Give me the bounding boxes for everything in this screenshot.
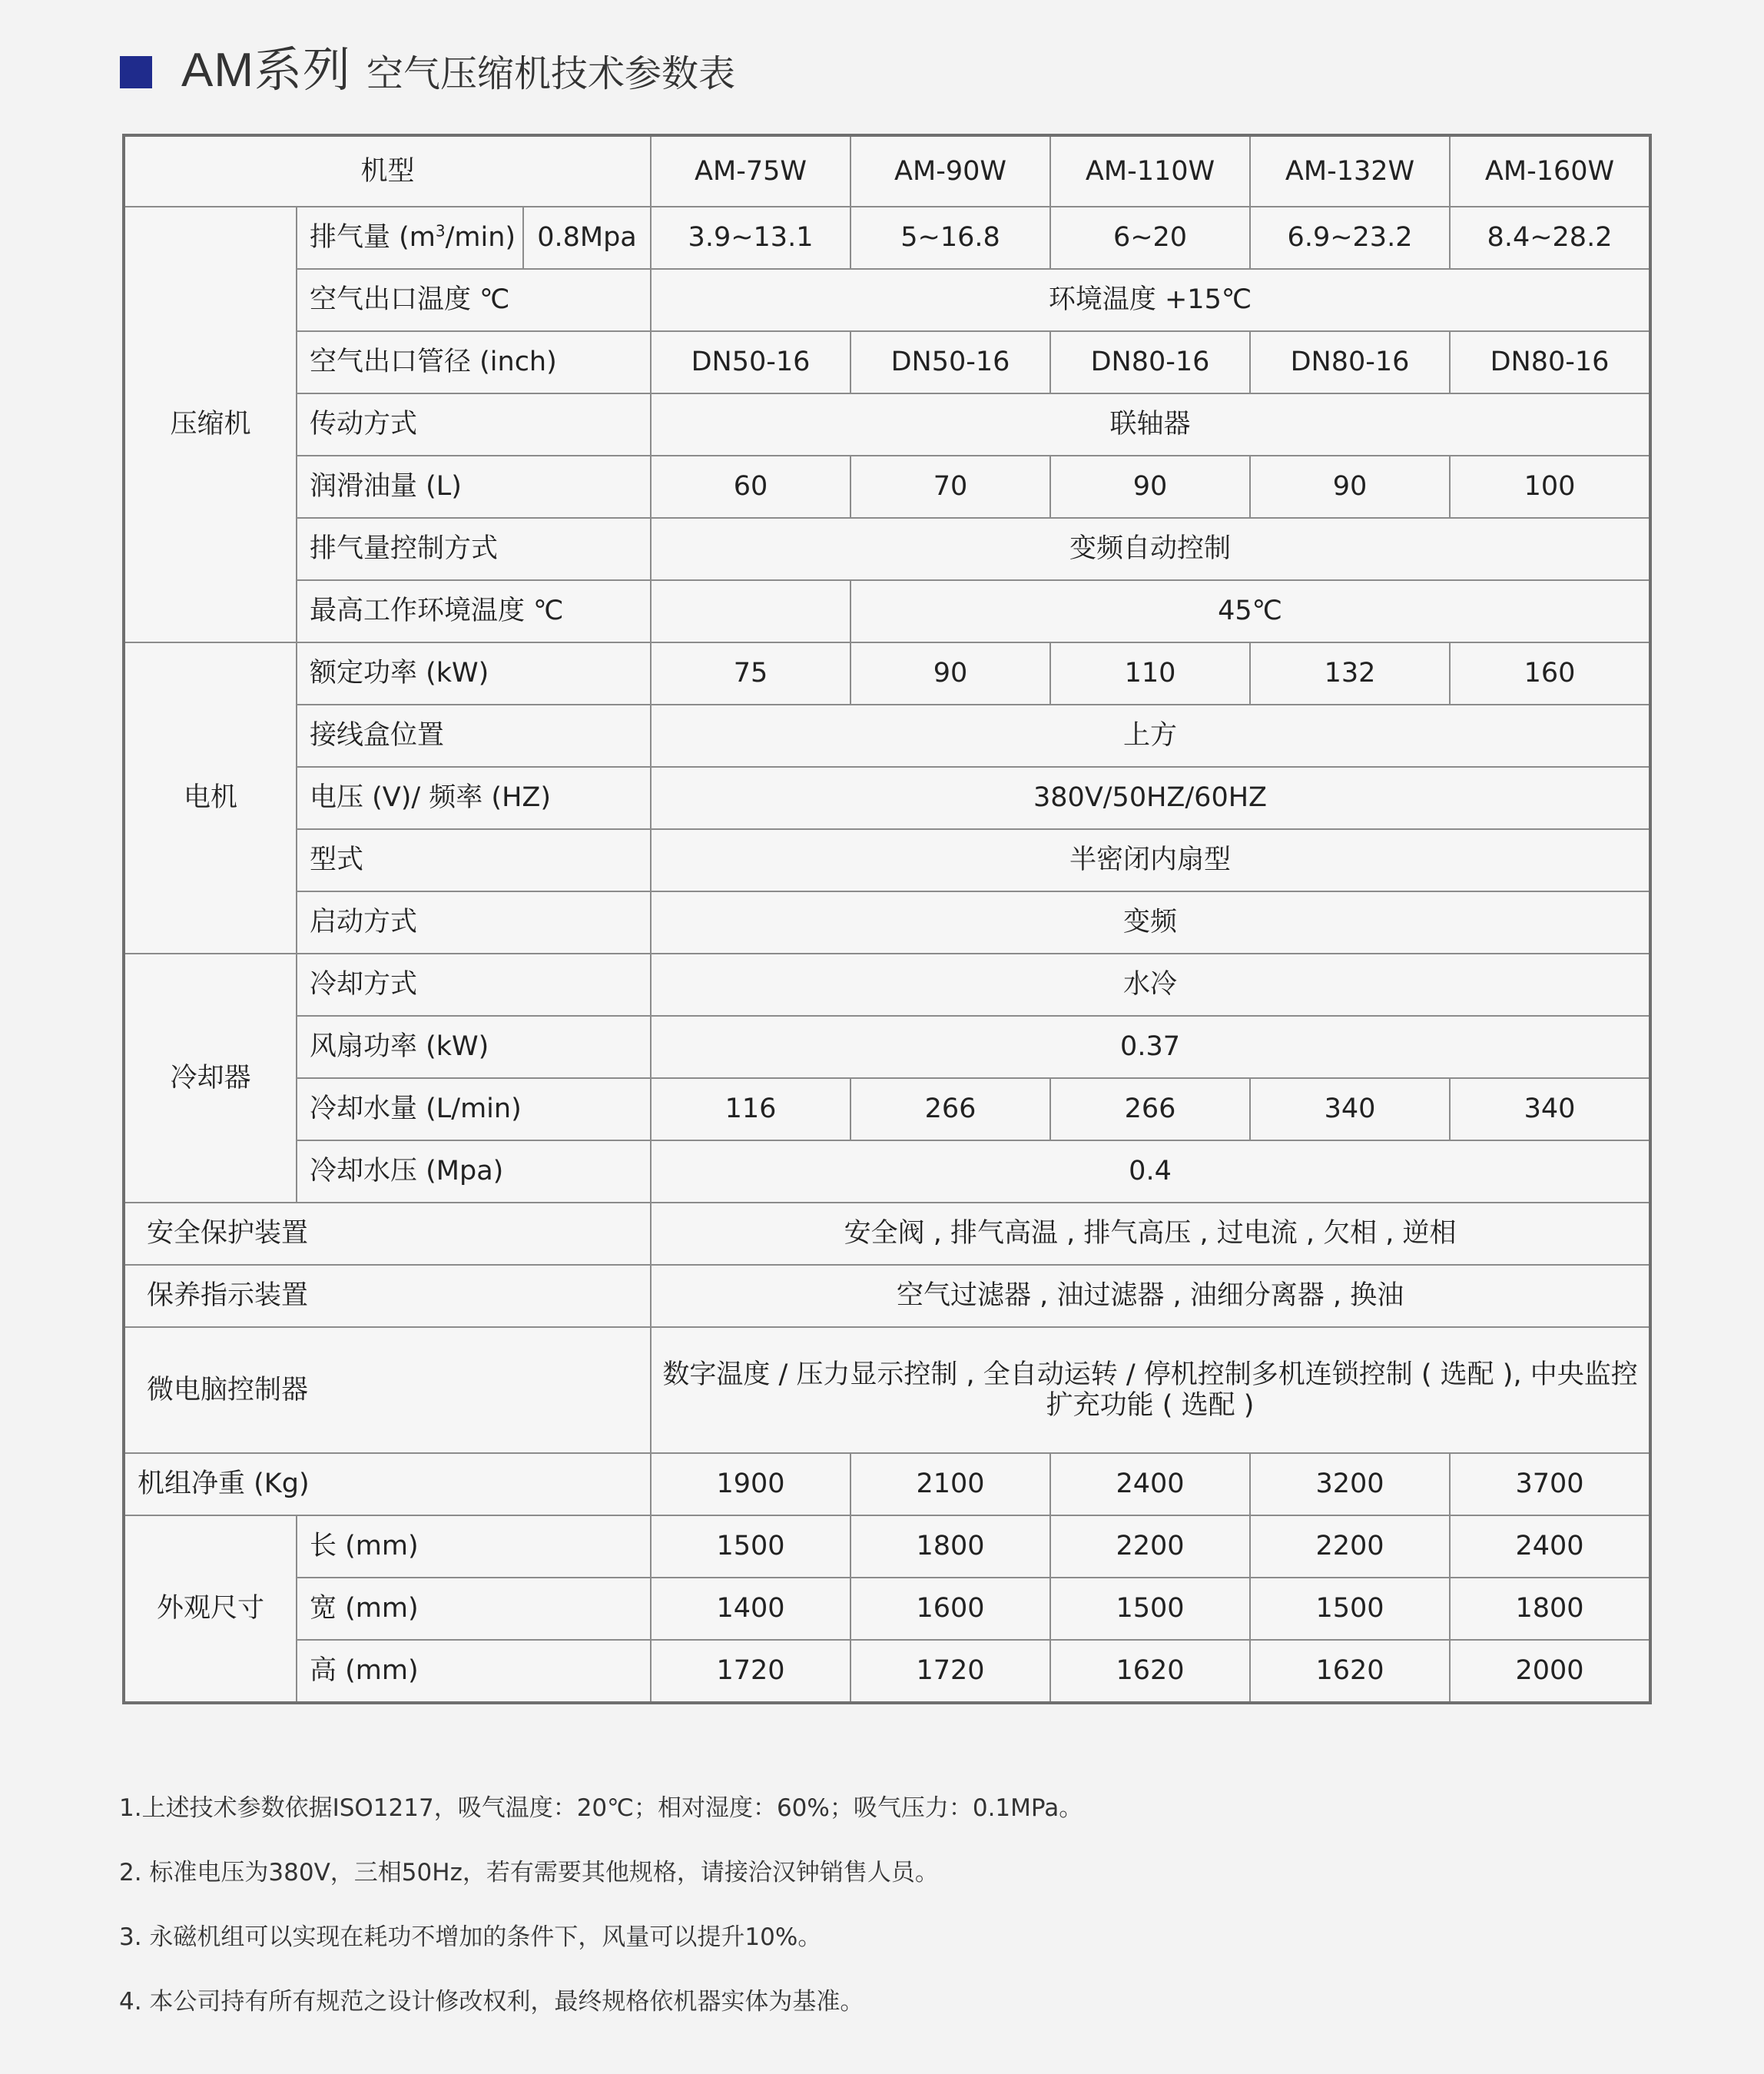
row-label: 型式 <box>297 829 651 891</box>
table-cell: 联轴器 <box>651 393 1650 456</box>
table-cell: 2200 <box>1050 1515 1250 1578</box>
row-label: 高 (mm) <box>297 1640 651 1703</box>
table-row <box>124 207 1650 269</box>
table-cell: 变频 <box>651 891 1650 954</box>
row-label: 排气量控制方式 <box>297 518 651 580</box>
table-cell: 上方 <box>651 705 1650 767</box>
table-cell: 90 <box>850 642 1050 705</box>
table-cell: 266 <box>1050 1078 1250 1140</box>
table-cell: 1800 <box>1450 1578 1650 1640</box>
table-cell: 160 <box>1450 642 1650 705</box>
table-row <box>124 642 1650 705</box>
table-row <box>124 1140 1650 1203</box>
table-cell: 132 <box>1250 642 1450 705</box>
table-cell: 1720 <box>651 1640 850 1703</box>
table-row <box>124 705 1650 767</box>
table-cell: 环境温度 +15℃ <box>651 269 1650 331</box>
table-cell: DN50-16 <box>850 331 1050 393</box>
table-row <box>124 269 1650 331</box>
table-cell: DN80-16 <box>1050 331 1250 393</box>
table-cell: 90 <box>1250 456 1450 518</box>
table-cell: 5~16.8 <box>850 207 1050 269</box>
table-row <box>124 1578 1650 1640</box>
table-cell: 6~20 <box>1050 207 1250 269</box>
group-label-cooler: 冷却器 <box>124 954 297 1203</box>
table-cell: 100 <box>1450 456 1650 518</box>
table-row <box>124 829 1650 891</box>
table-cell: 60 <box>651 456 850 518</box>
table-row <box>124 1515 1650 1578</box>
table-cell: 1800 <box>850 1515 1050 1578</box>
table-cell: 半密闭内扇型 <box>651 829 1650 891</box>
group-label-dimensions: 外观尺寸 <box>124 1515 297 1703</box>
model-label: 机型 <box>124 135 651 207</box>
table-cell: 0.4 <box>651 1140 1650 1203</box>
table-cell-empty <box>651 580 850 642</box>
row-label: 启动方式 <box>297 891 651 954</box>
table-row <box>124 767 1650 829</box>
row-label: 额定功率 (kW) <box>297 642 651 705</box>
table-cell: DN80-16 <box>1450 331 1650 393</box>
table-cell: 1500 <box>1050 1578 1250 1640</box>
table-cell: 8.4~28.2 <box>1450 207 1650 269</box>
table-row <box>124 1203 1650 1265</box>
page-title: AM系列 <box>181 43 352 97</box>
table-cell: 1720 <box>850 1640 1050 1703</box>
model-name: AM-132W <box>1250 135 1450 207</box>
table-cell: 水冷 <box>651 954 1650 1016</box>
table-cell: 1500 <box>1250 1578 1450 1640</box>
row-label: 风扇功率 (kW) <box>297 1016 651 1078</box>
row-label: 传动方式 <box>297 393 651 456</box>
table-cell: 2000 <box>1450 1640 1650 1703</box>
table-cell: 2100 <box>850 1453 1050 1515</box>
table-row <box>124 580 1650 642</box>
row-label: 冷却方式 <box>297 954 651 1016</box>
table-cell: 数字温度 / 压力显示控制 , 全自动运转 / 停机控制多机连锁控制 ( 选配 ), 中央监控扩充功能 ( 选配 ) <box>651 1327 1650 1453</box>
table-row <box>124 1265 1650 1327</box>
table-cell: 1400 <box>651 1578 850 1640</box>
table-cell: 45℃ <box>850 580 1650 642</box>
note-item: 2. 标准电压为380V，三相50Hz，若有需要其他规格，请接洽汉钟销售人员。 <box>119 1859 939 1887</box>
table-cell: 340 <box>1450 1078 1650 1140</box>
row-label: 冷却水量 (L/min) <box>297 1078 651 1140</box>
table-cell: 266 <box>850 1078 1050 1140</box>
row-label: 排气量 $(m^3/\min)$ <box>297 207 523 269</box>
table-cell: 1600 <box>850 1578 1050 1640</box>
pressure-label: 0.8Mpa <box>523 207 651 269</box>
table-row <box>124 393 1650 456</box>
table-row <box>124 891 1650 954</box>
row-label: 空气出口温度 ℃ <box>297 269 651 331</box>
row-label: 安全保护装置 <box>124 1203 651 1265</box>
note-item: 3. 永磁机组可以实现在耗功不增加的条件下，风量可以提升10%。 <box>119 1923 822 1951</box>
row-label: 最高工作环境温度 ℃ <box>297 580 651 642</box>
spec-table <box>122 134 1652 1704</box>
table-cell: 380V/50HZ/60HZ <box>651 767 1650 829</box>
table-cell: 1900 <box>651 1453 850 1515</box>
table-cell: 90 <box>1050 456 1250 518</box>
note-item: 1.上述技术参数依据ISO1217，吸气温度：20℃；相对湿度：60%；吸气压力：0.1MPa。 <box>119 1794 1083 1822</box>
model-name: AM-110W <box>1050 135 1250 207</box>
table-cell: 116 <box>651 1078 850 1140</box>
table-cell: 3700 <box>1450 1453 1650 1515</box>
table-cell: 空气过滤器 , 油过滤器 , 油细分离器 , 换油 <box>651 1265 1650 1327</box>
table-cell: 1500 <box>651 1515 850 1578</box>
row-label: 空气出口管径 (inch) <box>297 331 651 393</box>
table-row <box>124 1327 1650 1453</box>
row-label: 微电脑控制器 <box>124 1327 651 1453</box>
table-cell: 6.9~23.2 <box>1250 207 1450 269</box>
table-cell: 安全阀 , 排气高温 , 排气高压 , 过电流 , 欠相 , 逆相 <box>651 1203 1650 1265</box>
row-label: 冷却水压 (Mpa) <box>297 1140 651 1203</box>
table-row <box>124 456 1650 518</box>
note-item: 4. 本公司持有所有规范之设计修改权利，最终规格依机器实体为基准。 <box>119 1988 864 2016</box>
row-label: 润滑油量 (L) <box>297 456 651 518</box>
table-row <box>124 518 1650 580</box>
table-cell: 2400 <box>1450 1515 1650 1578</box>
table-cell: 2400 <box>1050 1453 1250 1515</box>
row-label: 接线盒位置 <box>297 705 651 767</box>
row-label: 宽 (mm) <box>297 1578 651 1640</box>
group-label-motor: 电机 <box>124 642 297 954</box>
table-cell: 0.37 <box>651 1016 1650 1078</box>
model-name: AM-90W <box>850 135 1050 207</box>
page-subtitle: 空气压缩机技术参数表 <box>366 51 736 95</box>
table-row-header <box>124 135 1650 207</box>
table-cell: 1620 <box>1250 1640 1450 1703</box>
model-name: AM-75W <box>651 135 850 207</box>
table-cell: 70 <box>850 456 1050 518</box>
page-header <box>120 31 735 100</box>
table-cell: 3200 <box>1250 1453 1450 1515</box>
table-cell: 2200 <box>1250 1515 1450 1578</box>
table-row <box>124 954 1650 1016</box>
table-cell: DN80-16 <box>1250 331 1450 393</box>
table-cell: 变频自动控制 <box>651 518 1650 580</box>
header-square-icon <box>120 56 152 88</box>
table-cell: DN50-16 <box>651 331 850 393</box>
notes <box>119 1790 1083 2049</box>
table-cell: 1620 <box>1050 1640 1250 1703</box>
row-label: 长 (mm) <box>297 1515 651 1578</box>
row-label: 电压 (V)/ 频率 (HZ) <box>297 767 651 829</box>
table-cell: 3.9~13.1 <box>651 207 850 269</box>
row-label: 保养指示装置 <box>124 1265 651 1327</box>
table-row <box>124 1078 1650 1140</box>
group-label-compressor: 压缩机 <box>124 207 297 642</box>
model-name: AM-160W <box>1450 135 1650 207</box>
table-cell: 75 <box>651 642 850 705</box>
row-label: 机组净重 (Kg) <box>124 1453 651 1515</box>
table-row <box>124 331 1650 393</box>
table-row <box>124 1453 1650 1515</box>
table-row <box>124 1640 1650 1703</box>
table-cell: 340 <box>1250 1078 1450 1140</box>
table-row <box>124 1016 1650 1078</box>
table-cell: 110 <box>1050 642 1250 705</box>
